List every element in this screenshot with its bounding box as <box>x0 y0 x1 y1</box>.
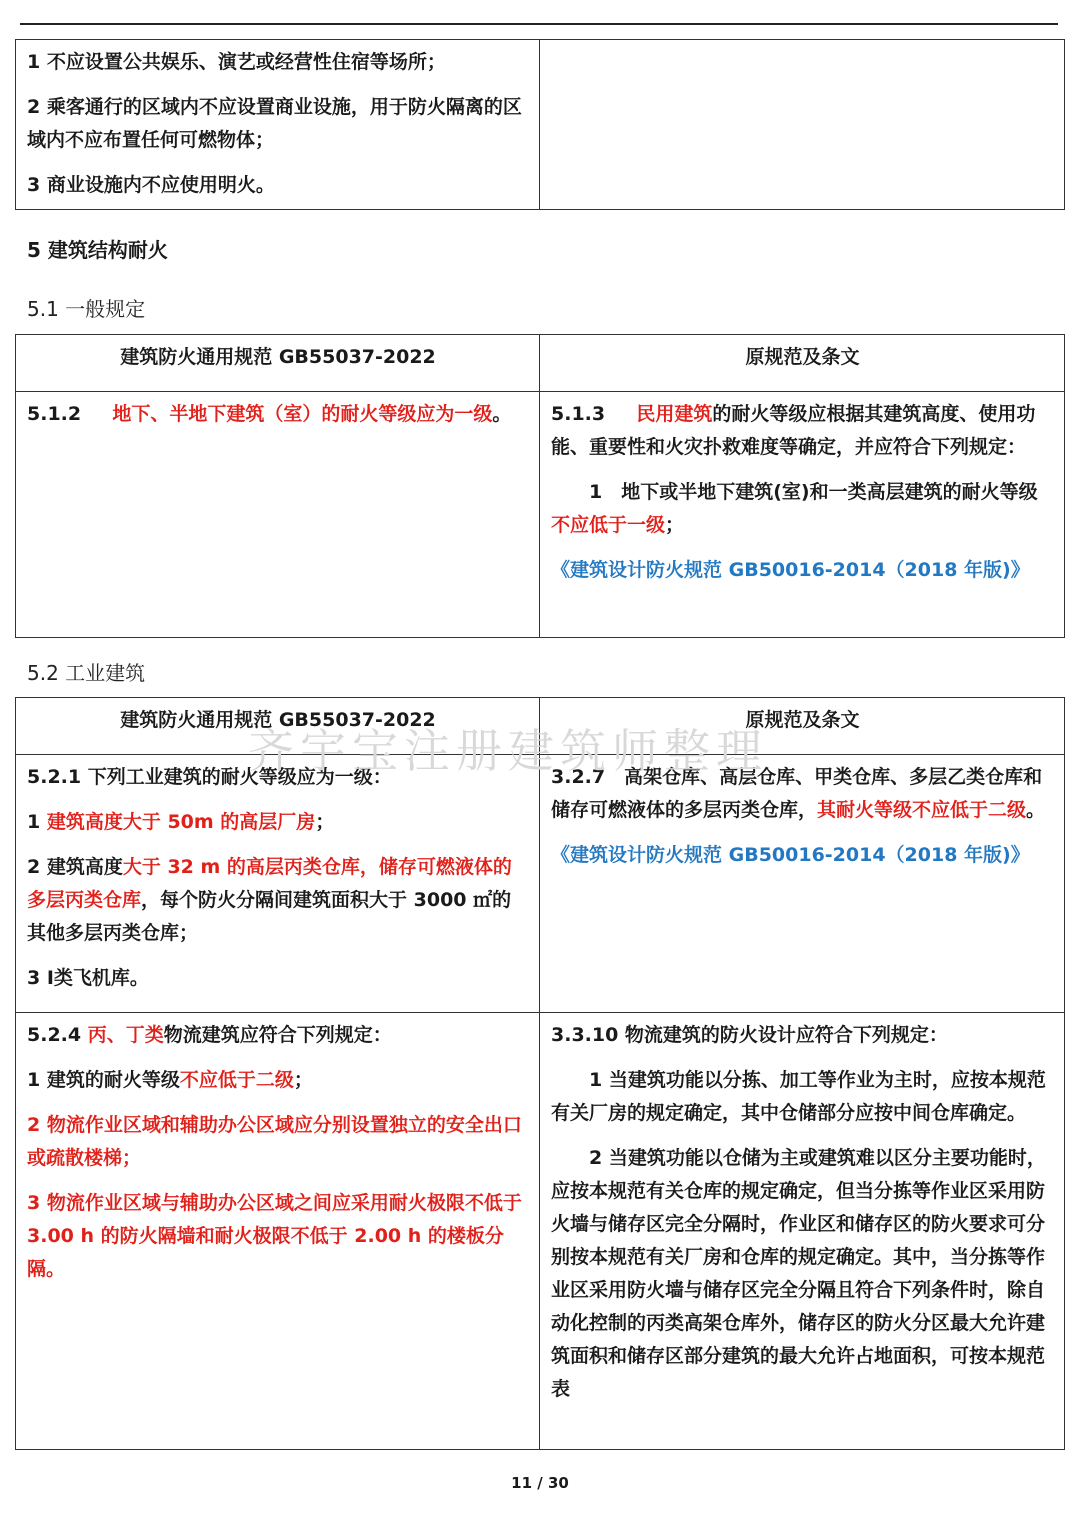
clause-item <box>27 806 529 839</box>
clause-highlight: 不应低于一级 <box>551 514 666 536</box>
clause-cell-new <box>16 392 540 638</box>
source-citation: 《建筑设计防火规范 GB50016-2014（2018 年版)》 <box>551 559 1030 581</box>
header-rule <box>20 23 1058 25</box>
clause-item: 2 乘客通行的区域内不应设置商业设施，用于防火隔离的区域内不应布置任何可燃物体； <box>27 96 522 151</box>
table-header-right: 原规范及条文 <box>540 335 1065 392</box>
clause-item <box>27 851 529 950</box>
clause-item: 3 物流作业区域与辅助办公区域之间应采用耐火极限不低于 3.00 h 的防火隔墙和耐火极限不低于 2.00 h 的楼板分隔。 <box>27 1192 522 1280</box>
table-5-2 <box>15 697 1065 1450</box>
clause-tail: 。 <box>492 403 512 425</box>
clause-highlight: 其耐火等级不应低于二级 <box>817 799 1027 821</box>
table-continued-left-cell <box>16 40 540 210</box>
clause-item: 2 当建筑功能以仓储为主或建筑难以区分主要功能时，应按本规范有关仓库的规定确定，但当分拣等作业区采用防火墙与储存区完全分隔时，作业区和储存区的防火要求可分别按本规范有关厂房和仓库的规定确定。其中，当分拣等作业区采用防火墙与储存区完全分隔且符合下列条件时，除自动化控制的丙类高架仓库外，储存区的防火分区最大允许建筑面积和储存区部分建筑的最大允许占地面积，可按本规范表 <box>551 1147 1046 1400</box>
clause-5-2-1: 5.2.1 下列工业建筑的耐火等级应为一级： <box>27 766 392 788</box>
table-header-left: 建筑防火通用规范 GB55037-2022 <box>16 698 540 755</box>
clause-highlight: 不应低于二级 <box>179 1069 294 1091</box>
clause-tail: ； <box>293 1069 313 1091</box>
table-5-1 <box>15 334 1065 638</box>
clause-item <box>551 476 1054 542</box>
clause-text: ，每个防火分隔间建筑面积大于 3000 ㎡的其他多层丙类仓库； <box>27 889 512 944</box>
clause-text: 1 地下或半地下建筑(室)和一类高层建筑的耐火等级 <box>589 481 1038 503</box>
clause-3-2-7 <box>551 761 1054 827</box>
clause-cell-old <box>540 392 1065 638</box>
clause-highlight: 大于 32 m 的高层丙类仓库，储存可燃液体的多层丙类仓库 <box>27 856 512 911</box>
clause-number: 5.1.3 <box>551 403 606 425</box>
clause-highlight: 地下、半地下建筑（室）的耐火等级应为一级 <box>112 403 493 425</box>
clause-text: 1 建筑的耐火等级 <box>27 1069 180 1091</box>
clause-item: 1 不应设置公共娱乐、演艺或经营性住宿等场所； <box>27 51 446 73</box>
clause-3-3-10: 3.3.10 物流建筑的防火设计应符合下列规定： <box>551 1024 948 1046</box>
table-continued <box>15 39 1065 210</box>
item-number: 1 <box>27 811 47 833</box>
clause-item: 2 物流作业区域和辅助办公区域应分别设置独立的安全出口或疏散楼梯； <box>27 1114 522 1169</box>
clause-number: 5.2.4 <box>27 1024 88 1046</box>
clause-5-1-2 <box>27 398 529 431</box>
clause-cell-old <box>540 1013 1065 1450</box>
clause-cell-new <box>16 1013 540 1450</box>
clause-item: 3 商业设施内不应使用明火。 <box>27 174 275 196</box>
clause-highlight: 丙、丁类 <box>87 1024 164 1046</box>
clause-item: 3 Ⅰ类飞机库。 <box>27 967 149 989</box>
clause-text: 3.2.7 高架仓库、高层仓库、甲类仓库、多层乙类仓库和储存可燃液体的多层丙类仓库， <box>551 766 1043 821</box>
section-5-2-title: 5.2 工业建筑 <box>27 661 146 685</box>
source-citation: 《建筑设计防火规范 GB50016-2014（2018 年版)》 <box>551 844 1030 866</box>
clause-cell-new <box>16 755 540 1013</box>
clause-5-1-3 <box>551 398 1054 464</box>
page-number: 11 / 30 <box>511 1474 569 1492</box>
section-5-heading: 5 建筑结构耐火 <box>27 238 168 262</box>
watermark: 齐宇宝注册建筑师整理 <box>248 724 768 778</box>
clause-highlight: 建筑高度大于 50m 的高层厂房 <box>46 811 316 833</box>
table-header-left: 建筑防火通用规范 GB55037-2022 <box>16 335 540 392</box>
table-continued-right-cell <box>540 40 1065 210</box>
clause-item: 1 当建筑功能以分拣、加工等作业为主时，应按本规范有关厂房的规定确定，其中仓储部分应按中间仓库确定。 <box>551 1069 1046 1124</box>
clause-item <box>27 1064 529 1097</box>
clause-cell-old <box>540 755 1065 1013</box>
clause-tail: ； <box>315 811 335 833</box>
clause-tail: ； <box>665 514 685 536</box>
clause-text: 的耐火等级应根据其建筑高度、使用功能、重要性和火灾扑救难度等确定，并应符合下列规定： <box>551 403 1036 458</box>
table-header-right: 原规范及条文 <box>540 698 1065 755</box>
clause-tail: 。 <box>1026 799 1046 821</box>
section-5-1-title: 5.1 一般规定 <box>27 297 146 321</box>
clause-text: 2 建筑高度 <box>27 856 123 878</box>
clause-highlight: 民用建筑 <box>636 403 713 425</box>
clause-5-2-4 <box>27 1019 529 1052</box>
clause-text: 物流建筑应符合下列规定： <box>163 1024 392 1046</box>
clause-number: 5.1.2 <box>27 403 82 425</box>
